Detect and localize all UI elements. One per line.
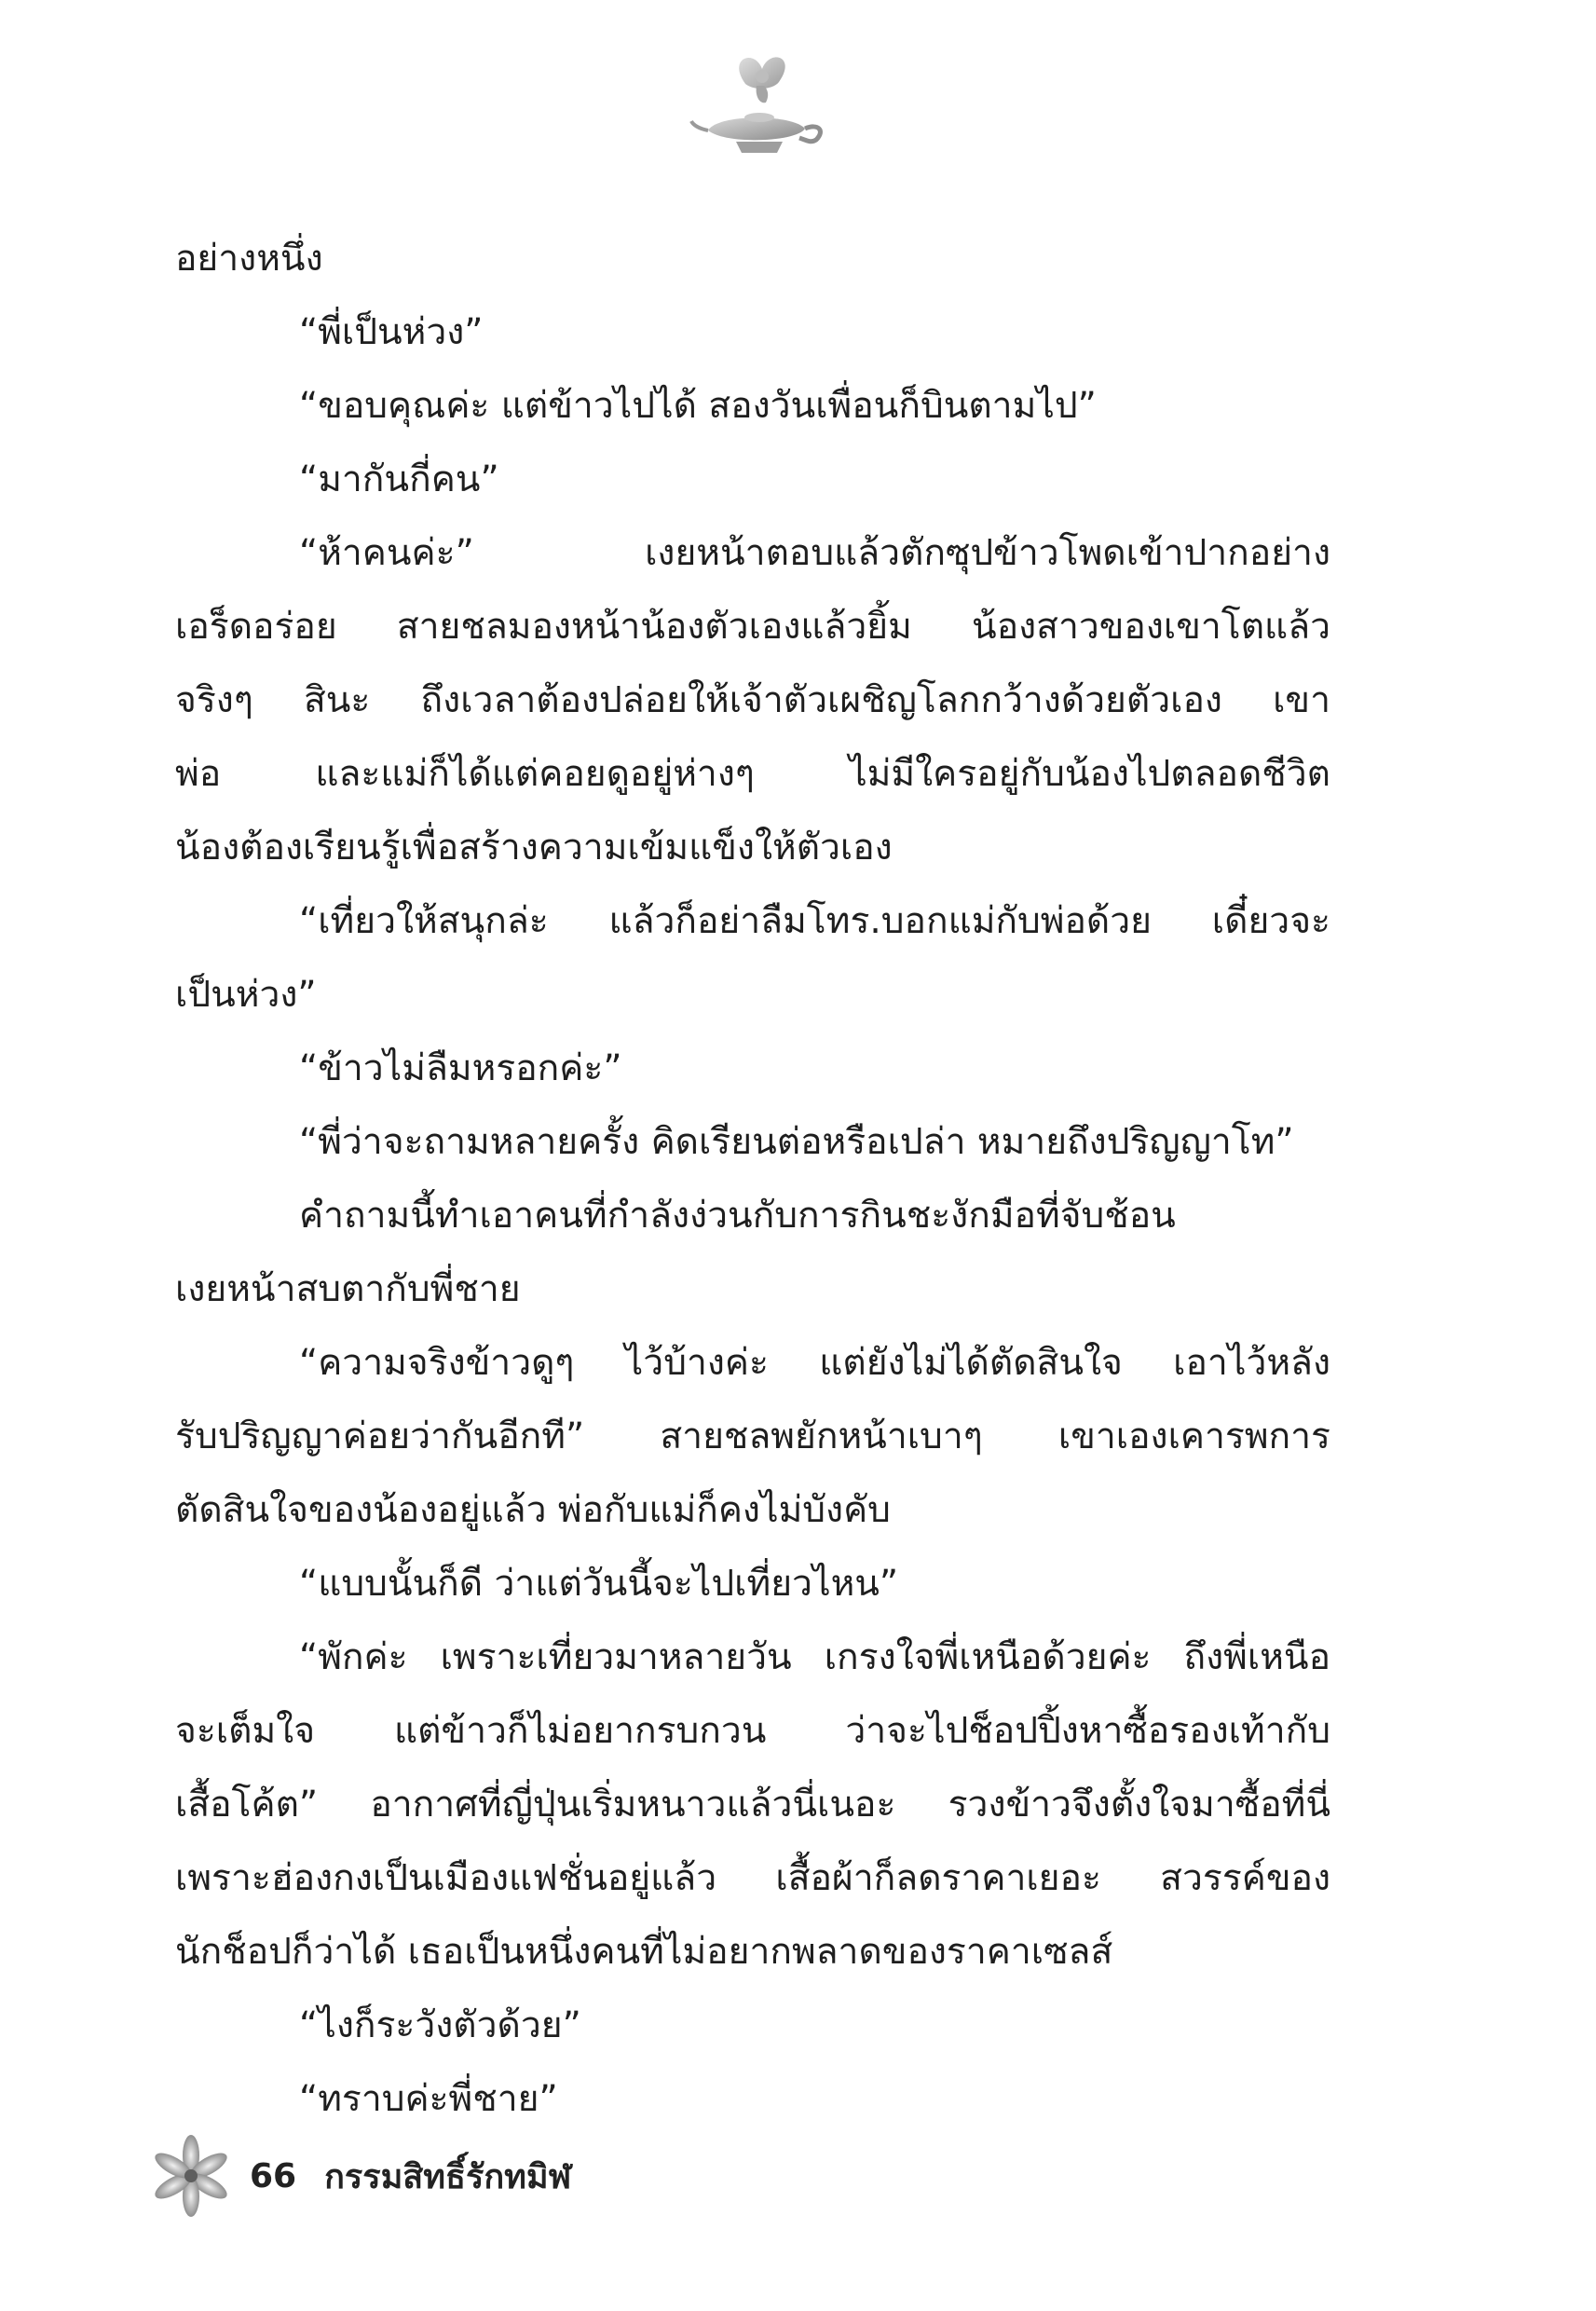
body-line: “ทราบค่ะพี่ชาย”	[299, 2078, 558, 2120]
body-line: “ห้าคนค่ะ” เงยหน้าตอบแล้วตักซุปข้าวโพดเข้าปากอย่าง	[299, 532, 1330, 574]
body-line: เพราะฮ่องกงเป็นเมืองแฟชั่นอยู่แล้ว เสื้อผ้าก็ลดราคาเยอะ สวรรค์ของ	[175, 1857, 1330, 1899]
body-line: “มากันกี่คน”	[299, 458, 499, 500]
body-line: พ่อ และแม่ก็ได้แต่คอยดูอยู่ห่างๆ ไม่มีใครอยู่กับน้องไปตลอดชีวิต	[175, 753, 1330, 795]
page-footer	[149, 2134, 571, 2218]
body-line: “พี่ว่าจะถามหลายครั้ง คิดเรียนต่อหรือเปล่า หมายถึงปริญญาโท”	[299, 1121, 1294, 1163]
body-line: รับปริญญาค่อยว่ากันอีกที” สายชลพยักหน้าเบาๆ เขาเองเคารพการ	[175, 1415, 1330, 1457]
body-line: อย่างหนึ่ง	[175, 238, 323, 280]
body-line: เสื้อโค้ต” อากาศที่ญี่ปุ่นเริ่มหนาวแล้วนี่เนอะ รวงข้าวจึงตั้งใจมาซื้อที่นี่	[175, 1784, 1330, 1826]
body-line: จะเต็มใจ แต่ข้าวก็ไม่อยากรบกวน ว่าจะไปช็อปปิ้งหาซื้อรองเท้ากับ	[175, 1710, 1330, 1752]
body-line: น้องต้องเรียนรู้เพื่อสร้างความเข้มแข็งให้ตัวเอง	[175, 827, 893, 868]
page-number: 66	[250, 2156, 297, 2195]
body-line: “ข้าวไม่ลืมหรอกค่ะ”	[299, 1047, 622, 1089]
body-line: นักช็อปก็ว่าได้ เธอเป็นหนึ่งคนที่ไม่อยากพลาดของราคาเซลส์	[175, 1931, 1113, 1973]
body-text	[175, 222, 1330, 2136]
body-line: เอร็ดอร่อย สายชลมองหน้าน้องตัวเองแล้วยิ้ม น้องสาวของเขาโตแล้ว	[175, 606, 1330, 648]
book-title: กรรมสิทธิ์รักทมิฬ	[324, 2157, 572, 2196]
fairy-lamp-ornament-icon	[689, 48, 829, 165]
body-line: “พี่เป็นห่วง”	[299, 311, 484, 353]
body-line: “เที่ยวให้สนุกล่ะ แล้วก็อย่าลืมโทร.บอกแม่กับพ่อด้วย เดี๋ยวจะ	[299, 900, 1330, 942]
body-line: ตัดสินใจของน้องอยู่แล้ว พ่อกับแม่ก็คงไม่บังคับ	[175, 1489, 891, 1531]
body-line: “ไงก็ระวังตัวด้วย”	[299, 2004, 581, 2046]
body-line: คำถามนี้ทำเอาคนที่กำลังง่วนกับการกินชะงักมือที่จับช้อน	[299, 1195, 1176, 1237]
body-line: จริงๆ สินะ ถึงเวลาต้องปล่อยให้เจ้าตัวเผชิญโลกกว้างด้วยตัวเอง เขา	[175, 679, 1330, 721]
body-line: “ขอบคุณค่ะ แต่ข้าวไปได้ สองวันเพื่อนก็บินตามไป”	[299, 385, 1097, 427]
body-line: “ความจริงข้าวดูๆ ไว้บ้างค่ะ แต่ยังไม่ได้ตัดสินใจ เอาไว้หลัง	[299, 1342, 1330, 1384]
body-line: เป็นห่วง”	[175, 974, 317, 1016]
body-line: “พักค่ะ เพราะเที่ยวมาหลายวัน เกรงใจพี่เหนือด้วยค่ะ ถึงพี่เหนือ	[299, 1636, 1330, 1678]
body-line: “แบบนั้นก็ดี ว่าแต่วันนี้จะไปเที่ยวไหน”	[299, 1563, 899, 1605]
flower-ornament-icon	[149, 2134, 233, 2218]
body-line: เงยหน้าสบตากับพี่ชาย	[175, 1268, 521, 1310]
